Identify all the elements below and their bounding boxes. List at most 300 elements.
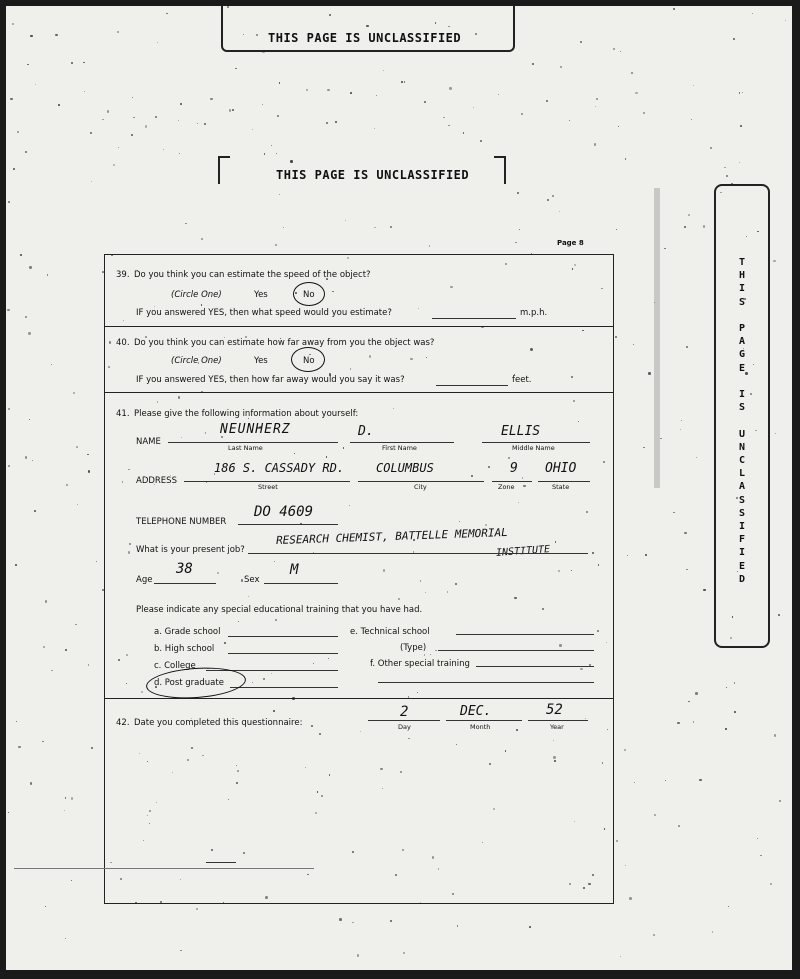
scan-speck bbox=[631, 72, 633, 74]
side-stamp-letter: S bbox=[738, 507, 746, 519]
option-post-graduate: d. Post graduate bbox=[154, 678, 224, 688]
middle-name-caption: Middle Name bbox=[512, 444, 555, 452]
scan-speck bbox=[264, 153, 266, 155]
scan-speck bbox=[403, 952, 404, 953]
month-caption: Month bbox=[470, 723, 491, 731]
q41-prompt: Please give the following information about yourself: bbox=[134, 409, 359, 419]
scan-speck bbox=[616, 840, 618, 842]
scan-speck bbox=[724, 167, 726, 169]
scan-speck bbox=[390, 226, 392, 228]
scan-speck bbox=[107, 110, 109, 112]
scan-speck bbox=[532, 63, 534, 65]
side-stamp-letter bbox=[735, 375, 749, 388]
state-caption: State bbox=[552, 483, 570, 491]
street-caption: Street bbox=[258, 483, 278, 491]
scan-speck bbox=[383, 70, 384, 71]
scan-speck bbox=[73, 392, 75, 394]
q39-question: Do you think you can estimate the speed of the object? bbox=[134, 270, 371, 280]
scan-speck bbox=[648, 372, 650, 374]
zone-value: 9 bbox=[510, 461, 518, 476]
scan-speck bbox=[552, 195, 555, 198]
scan-speck bbox=[684, 532, 686, 534]
scan-speck bbox=[560, 66, 561, 67]
scan-speck bbox=[16, 721, 17, 722]
scan-speck bbox=[235, 68, 237, 70]
divider-40-41 bbox=[105, 392, 613, 393]
scan-speck bbox=[752, 13, 753, 14]
scan-speck bbox=[429, 245, 431, 247]
side-stamp bbox=[735, 256, 749, 586]
scan-speck bbox=[734, 711, 736, 713]
q39-yes: Yes bbox=[254, 290, 268, 300]
sex-value: M bbox=[290, 562, 299, 578]
scan-speck bbox=[204, 123, 206, 125]
scan-speck bbox=[595, 106, 596, 107]
q40-no-circle bbox=[291, 347, 325, 372]
scan-speck bbox=[480, 140, 482, 142]
scan-speck bbox=[88, 470, 91, 473]
inner-stamp-left-bracket bbox=[218, 156, 230, 184]
side-stamp-letter: U bbox=[738, 428, 746, 440]
scan-speck bbox=[84, 91, 86, 93]
scan-speck bbox=[693, 721, 694, 722]
scan-speck bbox=[131, 134, 133, 136]
scan-speck bbox=[276, 153, 277, 154]
state-line bbox=[538, 481, 590, 482]
scan-speck bbox=[88, 664, 89, 665]
scan-speck bbox=[680, 429, 682, 431]
side-stamp-letter bbox=[735, 309, 749, 322]
scan-speck bbox=[76, 446, 78, 448]
q41-number: 41. bbox=[116, 409, 130, 419]
scan-speck bbox=[55, 34, 57, 36]
scan-speck bbox=[7, 309, 10, 312]
scan-speck bbox=[673, 512, 674, 513]
scan-speck bbox=[696, 457, 697, 458]
scan-speck bbox=[688, 701, 690, 703]
inner-stamp-right-bracket bbox=[494, 156, 506, 184]
scan-speck bbox=[618, 126, 620, 128]
day-line bbox=[368, 720, 440, 721]
q39-followup: IF you answered YES, then what speed would you estimate? bbox=[136, 308, 392, 318]
side-stamp-letter: I bbox=[738, 389, 746, 401]
scan-speck bbox=[569, 120, 570, 121]
side-stamp-letter: S bbox=[738, 494, 746, 506]
scan-speck bbox=[740, 125, 742, 127]
scan-speck bbox=[703, 589, 706, 592]
side-stamp-letter: C bbox=[738, 455, 746, 467]
scan-speck bbox=[596, 98, 599, 101]
top-stamp: THIS PAGE IS UNCLASSIFIED bbox=[268, 31, 462, 45]
q39-no-circle bbox=[293, 282, 325, 306]
scan-speck bbox=[625, 158, 626, 159]
scan-speck bbox=[643, 447, 644, 448]
scan-speck bbox=[757, 838, 758, 839]
scan-speck bbox=[229, 109, 232, 112]
scan-speck bbox=[71, 797, 74, 800]
scan-speck bbox=[635, 92, 637, 94]
scan-speck bbox=[28, 332, 30, 334]
scan-speck bbox=[357, 954, 360, 957]
scan-speck bbox=[179, 153, 180, 154]
q39-circle-prompt: (Circle One) bbox=[171, 290, 222, 300]
q42-number: 42. bbox=[116, 718, 130, 728]
scan-speck bbox=[178, 120, 179, 121]
side-stamp-letter: S bbox=[738, 402, 746, 414]
scan-speck bbox=[678, 825, 680, 827]
q40-no: No bbox=[303, 356, 315, 366]
scan-speck bbox=[424, 101, 426, 103]
scan-speck bbox=[664, 248, 666, 250]
scan-speck bbox=[580, 41, 582, 43]
street-value: 186 S. CASSADY RD. bbox=[214, 461, 345, 475]
top-stamp-bracket bbox=[221, 6, 515, 52]
scan-speck bbox=[8, 465, 10, 467]
scan-speck bbox=[45, 600, 47, 602]
scan-speck bbox=[710, 147, 712, 149]
scan-speck bbox=[774, 734, 776, 736]
scan-speck bbox=[547, 199, 549, 201]
scan-speck bbox=[25, 456, 27, 458]
scan-speck bbox=[47, 274, 49, 276]
scan-speck bbox=[443, 117, 445, 119]
technical-school-line bbox=[456, 634, 594, 635]
scan-speck bbox=[401, 81, 403, 83]
scan-speck bbox=[335, 121, 337, 123]
q40-question: Do you think you can estimate how far away from you the object was? bbox=[134, 338, 435, 348]
scan-speck bbox=[18, 746, 20, 748]
inner-stamp: THIS PAGE IS UNCLASSIFIED bbox=[276, 168, 470, 182]
scan-speck bbox=[613, 48, 615, 50]
scan-speck bbox=[695, 692, 697, 694]
scan-speck bbox=[8, 201, 10, 203]
scan-speck bbox=[677, 722, 679, 724]
scan-speck bbox=[64, 810, 65, 811]
scan-speck bbox=[42, 741, 43, 742]
scan-speck bbox=[350, 92, 352, 94]
scan-speck bbox=[625, 865, 626, 866]
scan-speck bbox=[594, 143, 596, 145]
first-name-line bbox=[350, 442, 454, 443]
side-stamp-letter: D bbox=[738, 573, 746, 585]
age-line bbox=[154, 583, 216, 584]
scan-speck bbox=[653, 934, 655, 936]
scan-speck bbox=[180, 103, 182, 105]
zone-caption: Zone bbox=[498, 483, 515, 491]
other-training-line-2 bbox=[378, 682, 594, 683]
scan-speck bbox=[8, 812, 9, 813]
job-label: What is your present job? bbox=[136, 545, 245, 555]
scan-speck bbox=[35, 84, 36, 85]
side-stamp-letter: A bbox=[738, 481, 746, 493]
q39-speed-line bbox=[432, 318, 516, 319]
scan-speck bbox=[693, 85, 694, 86]
scan-speck bbox=[29, 419, 30, 420]
other-training-line bbox=[476, 666, 594, 667]
side-stamp-letter: G bbox=[738, 349, 746, 361]
city-value: COLUMBUS bbox=[376, 461, 434, 475]
last-name-value: NEUNHERZ bbox=[220, 422, 291, 437]
scan-speck bbox=[58, 104, 60, 106]
document-page bbox=[6, 6, 792, 970]
q40-circle-prompt: (Circle One) bbox=[171, 356, 222, 366]
scan-speck bbox=[785, 20, 786, 21]
day-value: 2 bbox=[400, 704, 409, 720]
scan-speck bbox=[390, 920, 392, 922]
year-caption: Year bbox=[550, 723, 564, 731]
name-label: NAME bbox=[136, 437, 161, 447]
scan-speck bbox=[10, 98, 13, 101]
scan-speck bbox=[703, 225, 706, 228]
scan-speck bbox=[8, 408, 10, 410]
q40-yes: Yes bbox=[254, 356, 268, 366]
sex-line bbox=[264, 583, 338, 584]
scan-speck bbox=[739, 92, 741, 94]
scan-speck bbox=[742, 92, 744, 94]
scan-speck bbox=[279, 82, 280, 83]
side-stamp-letter bbox=[735, 414, 749, 427]
scan-speck bbox=[83, 62, 84, 63]
scan-speck bbox=[645, 554, 647, 556]
scan-speck bbox=[779, 800, 781, 802]
scan-speck bbox=[404, 81, 405, 82]
scan-speck bbox=[654, 814, 656, 816]
scan-speck bbox=[643, 112, 645, 114]
scan-speck bbox=[117, 31, 119, 33]
option-high-school: b. High school bbox=[154, 644, 215, 654]
age-value: 38 bbox=[176, 561, 193, 577]
scan-speck bbox=[66, 484, 68, 486]
scan-speck bbox=[660, 438, 662, 440]
scan-speck bbox=[734, 682, 735, 683]
first-name-value: D. bbox=[358, 424, 374, 439]
q40-unit: feet. bbox=[512, 375, 532, 385]
q39-unit: m.p.h. bbox=[520, 308, 548, 318]
scan-speck bbox=[279, 194, 280, 195]
scan-speck bbox=[448, 125, 450, 127]
option-type: (Type) bbox=[400, 643, 427, 653]
scan-speck bbox=[91, 747, 93, 749]
scan-speck bbox=[624, 749, 626, 751]
first-name-caption: First Name bbox=[382, 444, 417, 452]
side-stamp-letter: T bbox=[738, 257, 746, 268]
scan-speck bbox=[691, 119, 692, 120]
scan-speck bbox=[91, 181, 92, 182]
scan-speck bbox=[163, 149, 164, 150]
scan-speck bbox=[262, 104, 263, 105]
scan-speck bbox=[290, 160, 292, 162]
scan-speck bbox=[517, 192, 519, 194]
scan-speck bbox=[352, 922, 353, 923]
scan-speck bbox=[616, 229, 617, 230]
scan-speck bbox=[166, 13, 167, 14]
address-label: ADDRESS bbox=[136, 476, 177, 486]
year-value: 52 bbox=[546, 702, 563, 718]
scan-speck bbox=[133, 117, 134, 118]
scan-speck bbox=[627, 555, 628, 556]
scan-speck bbox=[725, 728, 726, 729]
scan-speck bbox=[13, 168, 15, 170]
scan-speck bbox=[34, 510, 36, 512]
scan-speck bbox=[686, 346, 688, 348]
sex-label: Sex bbox=[244, 575, 260, 585]
scan-speck bbox=[519, 229, 520, 230]
middle-name-value: ELLIS bbox=[501, 424, 541, 439]
side-stamp-letter: A bbox=[738, 336, 746, 348]
scan-speck bbox=[271, 145, 272, 146]
scan-speck bbox=[688, 214, 690, 216]
questionnaire-form bbox=[104, 254, 614, 904]
scan-speck bbox=[739, 162, 740, 163]
scan-speck bbox=[65, 938, 67, 940]
city-caption: City bbox=[414, 483, 427, 491]
scan-speck bbox=[498, 94, 499, 95]
scan-speck bbox=[277, 115, 279, 117]
scan-speck bbox=[773, 260, 776, 263]
scan-speck bbox=[201, 238, 202, 239]
option-college: c. College bbox=[154, 661, 196, 671]
scan-speck bbox=[559, 211, 560, 212]
scan-speck bbox=[529, 926, 531, 928]
scan-speck bbox=[615, 336, 617, 338]
scan-speck bbox=[118, 147, 119, 148]
scan-speck bbox=[65, 797, 66, 798]
scan-speck bbox=[102, 119, 103, 120]
side-stamp-letter: F bbox=[738, 534, 746, 546]
scan-speck bbox=[71, 62, 73, 64]
job-line bbox=[248, 553, 588, 554]
scan-speck bbox=[71, 880, 73, 882]
scan-speck bbox=[457, 925, 459, 927]
scan-speck bbox=[30, 35, 32, 37]
last-name-caption: Last Name bbox=[228, 444, 263, 452]
scan-speck bbox=[473, 107, 474, 108]
scan-speck bbox=[620, 956, 621, 957]
telephone-label: TELEPHONE NUMBER bbox=[136, 517, 227, 527]
last-name-line bbox=[168, 442, 338, 443]
side-stamp-letter: I bbox=[738, 283, 746, 295]
city-line bbox=[358, 481, 484, 482]
scan-speck bbox=[45, 906, 46, 907]
side-stamp-letter: S bbox=[738, 296, 746, 308]
scan-speck bbox=[51, 364, 52, 365]
scan-speck bbox=[157, 42, 158, 43]
scan-speck bbox=[77, 504, 78, 505]
scan-speck bbox=[327, 89, 329, 91]
telephone-value: DO 4609 bbox=[254, 504, 314, 520]
scan-speck bbox=[775, 433, 776, 434]
side-stamp-letter: H bbox=[738, 270, 746, 282]
state-value: OHIO bbox=[545, 461, 577, 476]
side-stamp-letter: E bbox=[738, 362, 746, 374]
scan-speck bbox=[12, 23, 14, 25]
scan-speck bbox=[726, 687, 727, 688]
scan-speck bbox=[113, 164, 115, 166]
scan-speck bbox=[733, 38, 735, 40]
scan-speck bbox=[32, 460, 33, 461]
scan-speck bbox=[87, 454, 89, 456]
q40-number: 40. bbox=[116, 338, 130, 348]
scan-speck bbox=[275, 244, 277, 246]
job-value-line1: RESEARCH CHEMIST, BATTELLE MEMORIAL bbox=[275, 525, 508, 548]
side-stamp-letter: E bbox=[738, 560, 746, 572]
training-prompt: Please indicate any special educational training that you have had. bbox=[136, 605, 423, 615]
scan-speck bbox=[778, 614, 780, 616]
scan-speck bbox=[210, 98, 212, 100]
scan-speck bbox=[43, 646, 45, 648]
scan-speck bbox=[449, 87, 451, 89]
scan-speck bbox=[25, 316, 27, 318]
scan-speck bbox=[463, 132, 464, 133]
scan-speck bbox=[376, 95, 377, 96]
scan-speck bbox=[90, 132, 92, 134]
scan-speck bbox=[30, 782, 33, 785]
scan-speck bbox=[634, 782, 635, 783]
scan-speck bbox=[17, 131, 19, 133]
scan-speck bbox=[673, 8, 676, 11]
scan-speck bbox=[684, 226, 686, 228]
scan-speck bbox=[665, 780, 666, 781]
scan-speck bbox=[196, 908, 198, 910]
scan-speck bbox=[728, 906, 729, 907]
divider-39-40 bbox=[105, 326, 613, 327]
middle-name-line bbox=[482, 442, 590, 443]
scan-speck bbox=[546, 100, 548, 102]
side-stamp-letter: L bbox=[738, 468, 746, 480]
side-stamp-letter: N bbox=[738, 441, 746, 453]
scan-speck bbox=[681, 420, 682, 421]
scan-speck bbox=[132, 97, 133, 98]
year-line bbox=[528, 720, 588, 721]
scan-speck bbox=[197, 123, 198, 124]
scan-speck bbox=[515, 242, 516, 243]
scratch-mark bbox=[14, 868, 314, 869]
q40-distance-line bbox=[436, 385, 508, 386]
scan-speck bbox=[51, 670, 52, 671]
day-caption: Day bbox=[398, 723, 411, 731]
telephone-line bbox=[238, 524, 338, 525]
age-label: Age bbox=[136, 575, 153, 585]
zone-line bbox=[492, 481, 532, 482]
scan-speck bbox=[180, 950, 182, 952]
scan-speck bbox=[374, 227, 375, 228]
scan-speck bbox=[699, 779, 701, 781]
q42-prompt: Date you completed this questionnaire: bbox=[134, 718, 303, 728]
scan-speck bbox=[25, 151, 27, 153]
q39-no: No bbox=[303, 290, 315, 300]
scan-speck bbox=[29, 266, 31, 268]
scan-speck bbox=[232, 109, 234, 111]
scan-speck bbox=[252, 129, 253, 130]
vertical-scratch bbox=[654, 188, 660, 488]
q39-number: 39. bbox=[116, 270, 130, 280]
scan-speck bbox=[629, 897, 632, 900]
scan-speck bbox=[75, 624, 77, 626]
grade-school-line bbox=[228, 636, 338, 637]
scan-speck bbox=[145, 125, 148, 128]
scan-speck bbox=[27, 64, 28, 65]
scan-speck bbox=[633, 344, 634, 345]
scan-speck bbox=[185, 223, 187, 225]
scan-speck bbox=[686, 569, 688, 571]
scan-speck bbox=[155, 116, 156, 117]
option-other-training: f. Other special training bbox=[370, 659, 470, 669]
scratch-mark-2 bbox=[206, 862, 236, 863]
page-number: Page 8 bbox=[557, 239, 584, 247]
scan-speck bbox=[760, 855, 762, 857]
scan-speck bbox=[15, 564, 17, 566]
scan-speck bbox=[726, 175, 728, 177]
